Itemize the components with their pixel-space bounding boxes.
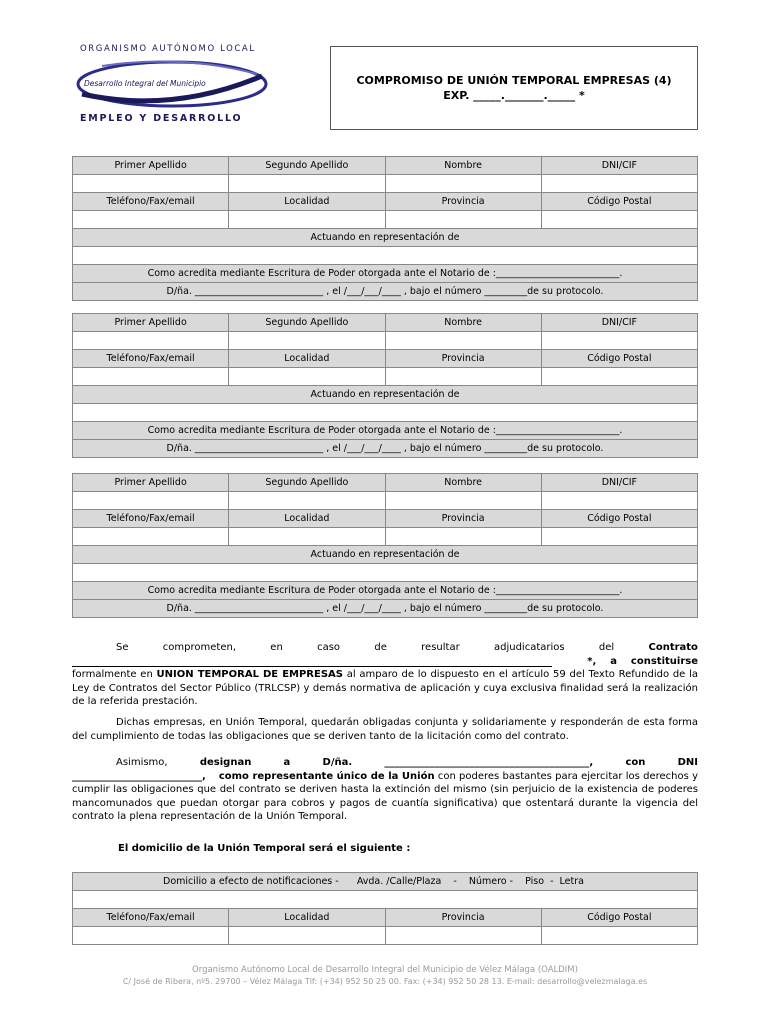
logo-emp-text: EMPLEO Y DESARROLLO [80, 113, 243, 124]
label-locality: Localidad [229, 350, 385, 368]
field-postal-code[interactable] [541, 211, 697, 229]
p1-body [72, 668, 698, 709]
notary-line: Como acredita mediante Escritura de Poder otorgada ante el Notario de :__________________________. [73, 582, 698, 600]
field-dni-cif[interactable] [541, 492, 697, 510]
p1-word: del [598, 642, 615, 653]
notary-line: Como acredita mediante Escritura de Poder otorgada ante el Notario de :__________________________. [73, 422, 698, 440]
field-first-surname[interactable] [73, 332, 229, 350]
label-acting-representation: Actuando en representación de [73, 546, 698, 564]
label-phone-fax-email: Teléfono/Fax/email [73, 350, 229, 368]
field-second-surname[interactable] [229, 175, 385, 193]
field-second-surname[interactable] [229, 332, 385, 350]
field-represented-company[interactable] [73, 404, 698, 422]
field-locality[interactable] [229, 368, 385, 386]
p3-line1 [72, 756, 698, 770]
company-block-2 [72, 313, 698, 458]
field-name[interactable] [385, 492, 541, 510]
label-first-surname: Primer Apellido [73, 157, 229, 175]
field-dni-cif[interactable] [541, 332, 697, 350]
p3-word: D/ña. [322, 757, 353, 768]
label-dni-cif: DNI/CIF [541, 314, 697, 332]
field-name[interactable] [385, 175, 541, 193]
protocol-line: D/ña. ___________________________ , el /___/___/____ , bajo el número _________de su protocolo. [73, 440, 698, 458]
oaldim-logo [72, 44, 272, 128]
field-first-surname[interactable] [73, 492, 229, 510]
p1-contract-word: Contrato [648, 642, 698, 653]
p1-line1 [72, 641, 698, 655]
field-locality[interactable] [229, 927, 385, 945]
p1-word: de [374, 642, 387, 653]
protocol-line: D/ña. ___________________________ , el /___/___/____ , bajo el número _________de su protocolo. [73, 283, 698, 301]
representative-dni-blank[interactable]: __________________________, [72, 770, 206, 782]
label-second-surname: Segundo Apellido [229, 474, 385, 492]
label-locality: Localidad [229, 193, 385, 211]
label-phone-fax-email: Teléfono/Fax/email [73, 193, 229, 211]
label-name: Nombre [385, 157, 541, 175]
p3-word: con [625, 757, 646, 768]
field-phone-fax-email[interactable] [73, 368, 229, 386]
paragraph-representative [72, 756, 698, 824]
field-postal-code[interactable] [541, 927, 697, 945]
label-first-surname: Primer Apellido [73, 314, 229, 332]
label-locality: Localidad [229, 510, 385, 528]
field-phone-fax-email[interactable] [73, 211, 229, 229]
notary-line: Como acredita mediante Escritura de Poder otorgada ante el Notario de :__________________________. [73, 265, 698, 283]
p1-word: en [270, 642, 283, 653]
logo-org-text: ORGANISMO AUTÓNOMO LOCAL [80, 44, 256, 54]
label-phone-fax-email: Teléfono/Fax/email [73, 510, 229, 528]
label-province: Provincia [385, 510, 541, 528]
contract-name-blank[interactable] [72, 655, 552, 667]
label-dni-cif: DNI/CIF [541, 157, 697, 175]
document-title: COMPROMISO DE UNIÓN TEMPORAL EMPRESAS (4) [356, 74, 672, 87]
label-name: Nombre [385, 314, 541, 332]
field-represented-company[interactable] [73, 564, 698, 582]
p1-word: adjudicatarios [493, 642, 565, 653]
field-phone-fax-email[interactable] [73, 927, 229, 945]
field-second-surname[interactable] [229, 492, 385, 510]
field-province[interactable] [385, 528, 541, 546]
label-locality: Localidad [229, 909, 385, 927]
company-block-3 [72, 473, 698, 618]
protocol-line: D/ña. ___________________________ , el /___/___/____ , bajo el número _________de su protocolo. [73, 600, 698, 618]
label-acting-representation: Actuando en representación de [73, 229, 698, 247]
paragraph-solidarity: Dichas empresas, en Unión Temporal, quedarán obligadas conjunta y solidariamente y responderán de esta forma del cumplimiento de todas las obligaciones que se deriven tanto de la licitación como del contrato. [72, 717, 698, 742]
label-notification-address: Domicilio a efecto de notificaciones - Avda. /Calle/Plaza - Número - Piso - Letra [73, 873, 698, 891]
domicile-heading: El domicilio de la Unión Temporal será el siguiente : [118, 843, 411, 854]
domicile-table [72, 872, 698, 945]
label-postal-code: Código Postal [541, 350, 697, 368]
p1-text-a: formalmente en [72, 669, 157, 680]
p1-word: caso [317, 642, 341, 653]
field-dni-cif[interactable] [541, 175, 697, 193]
field-represented-company[interactable] [73, 247, 698, 265]
field-postal-code[interactable] [541, 528, 697, 546]
label-phone-fax-email: Teléfono/Fax/email [73, 909, 229, 927]
expedient-number: EXP. _____._______._____ * [443, 89, 585, 102]
label-province: Provincia [385, 193, 541, 211]
label-postal-code: Código Postal [541, 193, 697, 211]
p3-word: Asimismo, [116, 757, 168, 768]
field-province[interactable] [385, 368, 541, 386]
p3-text: con poderes bastantes para ejercitar los derechos y cumplir las obligaciones que del contrato se deriven hasta la extinción del mismo (sin perjuicio de la existencia de poderes mancomunados que puedan otorgar para cobros y pagos de cuantía significativa) que ostentará durante la vigencia del contrato la plena representación de la Unión Temporal. [72, 770, 698, 822]
field-province[interactable] [385, 211, 541, 229]
field-notification-address[interactable] [73, 891, 698, 909]
p3-word: a [283, 757, 291, 768]
p3-representative-bold: como representante único de la Unión [218, 770, 435, 782]
logo-dev-text: Desarrollo Integral del Municipio [84, 79, 206, 88]
label-acting-representation: Actuando en representación de [73, 386, 698, 404]
field-locality[interactable] [229, 211, 385, 229]
field-first-surname[interactable] [73, 175, 229, 193]
company-block-1 [72, 156, 698, 301]
label-province: Provincia [385, 350, 541, 368]
document-title-box [330, 46, 698, 130]
field-phone-fax-email[interactable] [73, 528, 229, 546]
field-name[interactable] [385, 332, 541, 350]
p1-ute-bold: UNION TEMPORAL DE EMPRESAS [156, 669, 343, 680]
field-province[interactable] [385, 927, 541, 945]
field-postal-code[interactable] [541, 368, 697, 386]
p1-word: Se [116, 642, 129, 653]
p3-word: designan [199, 757, 252, 768]
p1-line2 [72, 655, 698, 669]
label-second-surname: Segundo Apellido [229, 157, 385, 175]
label-dni-cif: DNI/CIF [541, 474, 697, 492]
footer-address: C/ José de Ribera, nº5. 29700 – Vélez Málaga Tlf: (+34) 952 50 25 00. Fax: (+34) 952 50 28 13. E-mail: desarrollo@velezmalaga.es [122, 977, 648, 986]
field-locality[interactable] [229, 528, 385, 546]
label-province: Provincia [385, 909, 541, 927]
paragraph-commitment [72, 641, 698, 709]
label-first-surname: Primer Apellido [73, 474, 229, 492]
p1-word: comprometen, [162, 642, 236, 653]
representative-name-blank[interactable]: _________________________________________, [384, 757, 594, 768]
p1-text-b: al amparo de lo dispuesto en el artículo 59 del Texto Refundido de la Ley de Contratos del Sector Público (TRLCSP) y demás normativa de aplicación y cuya exclusiva finalidad será la realización de la referida prestación. [72, 669, 699, 707]
label-name: Nombre [385, 474, 541, 492]
p1-word: resultar [421, 642, 460, 653]
label-second-surname: Segundo Apellido [229, 314, 385, 332]
p3-body [72, 770, 698, 824]
footer-organisation: Organismo Autónomo Local de Desarrollo Integral del Municipio de Vélez Málaga (OALDIM) [192, 965, 578, 975]
p3-word: DNI [677, 757, 698, 768]
label-postal-code: Código Postal [541, 909, 697, 927]
p1-line2-tail: *, a constituirse [587, 655, 698, 667]
label-postal-code: Código Postal [541, 510, 697, 528]
